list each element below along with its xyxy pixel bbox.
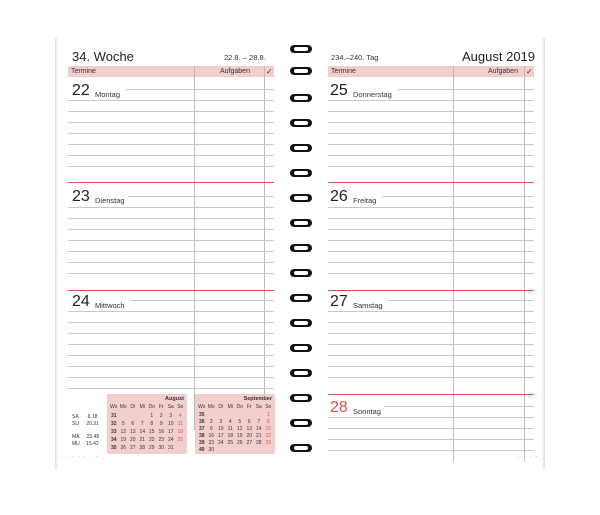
- col-di: Di: [130, 404, 136, 410]
- note-line: [384, 406, 534, 407]
- note-line: [382, 196, 534, 197]
- moonrise-info: [72, 434, 99, 440]
- header-bar-left: [68, 66, 274, 77]
- day-separator: [68, 182, 274, 183]
- day-name-wednesday: Mittwoch: [95, 301, 125, 310]
- sa-label: SA: [72, 414, 79, 420]
- note-line: [328, 251, 534, 252]
- spiral-ring: [288, 243, 314, 253]
- calendar-week-row: [197, 433, 273, 440]
- ma-label: MA: [72, 434, 80, 440]
- header-bar-right: [328, 66, 534, 77]
- day-number-wednesday: 24: [72, 293, 90, 310]
- calendar-day: [216, 412, 226, 419]
- col-wo: Wo: [198, 404, 206, 410]
- note-line: [68, 111, 274, 112]
- calendar-title: September: [243, 396, 272, 402]
- spiral-ring: [288, 218, 314, 228]
- day-separator: [328, 290, 534, 291]
- calendar-title: August: [165, 396, 184, 402]
- calendar-day: 6: [131, 421, 135, 427]
- calendar-day: 24: [167, 437, 174, 443]
- col-so: So: [177, 404, 184, 410]
- calendar-day: 18: [227, 433, 234, 439]
- note-line: [328, 229, 534, 230]
- note-line: [328, 333, 534, 334]
- su-time: 20.31: [86, 421, 99, 427]
- calendar-day: 20: [129, 437, 136, 443]
- spiral-ring: [288, 318, 314, 328]
- calendar-day: 4: [228, 419, 232, 425]
- calendar-day: 3: [169, 413, 173, 419]
- calendar-day: 15: [148, 429, 155, 435]
- note-line: [68, 144, 274, 145]
- calendar-day: [254, 412, 264, 419]
- calendar-day: 21: [139, 437, 146, 443]
- note-line: [328, 439, 534, 440]
- day-separator: [68, 290, 274, 291]
- note-line: [68, 333, 274, 334]
- note-line: [328, 377, 534, 378]
- note-line: [328, 450, 534, 451]
- calendar-day: 27: [246, 440, 253, 446]
- ma-time: 23.48: [86, 434, 100, 440]
- note-line: [68, 311, 274, 312]
- calendar-day: 16: [208, 433, 215, 439]
- calendar-day: [235, 412, 245, 419]
- calendar-day-sunday: 11: [177, 421, 183, 427]
- spiral-ring: [288, 66, 314, 76]
- day-separator: [328, 394, 534, 395]
- calendar-day: [226, 447, 236, 454]
- calendar-day: 3: [219, 419, 223, 425]
- day-name-saturday: Samstag: [353, 301, 383, 310]
- col-sa: Sa: [255, 404, 262, 410]
- check-column-divider: [524, 66, 525, 462]
- note-line: [328, 144, 534, 145]
- note-line: [68, 166, 274, 167]
- note-line: [328, 207, 534, 208]
- note-line: [68, 133, 274, 134]
- calendar-day: 14: [255, 426, 262, 432]
- aufgaben-divider: [194, 66, 195, 430]
- note-line: [328, 240, 534, 241]
- calendar-day: 5: [121, 421, 125, 427]
- calendar-day: 27: [129, 445, 136, 451]
- calendar-week-row: [109, 413, 185, 420]
- day-number-saturday: 27: [330, 293, 348, 310]
- note-line: [68, 377, 274, 378]
- note-line: [128, 196, 274, 197]
- note-line: [68, 240, 274, 241]
- note-line: [68, 344, 274, 345]
- col-mi: Mi: [227, 404, 233, 410]
- note-line: [328, 218, 534, 219]
- note-line: [328, 100, 534, 101]
- calendar-day: 21: [255, 433, 262, 439]
- note-line: [388, 300, 534, 301]
- calendar-day: 11: [227, 426, 233, 432]
- calendar-day: 17: [217, 433, 224, 439]
- calendar-day-sunday: 15: [265, 426, 272, 432]
- calendar-week-row: [109, 437, 185, 444]
- calendar-day: 22: [148, 437, 155, 443]
- calendar-day-sunday: 4: [178, 413, 182, 419]
- note-line: [68, 262, 274, 263]
- day-name-tuesday: Dienstag: [95, 196, 125, 205]
- spiral-ring: [288, 118, 314, 128]
- calendar-day-sunday: [176, 445, 186, 452]
- calendar-day: 24: [217, 440, 224, 446]
- calendar-day: 7: [140, 421, 144, 427]
- termine-label: Termine: [71, 68, 96, 75]
- sa-time: 6.18: [87, 414, 98, 420]
- calendar-day: [226, 412, 236, 419]
- page-shadow-right: [542, 38, 545, 470]
- note-line: [328, 417, 534, 418]
- calendar-day: 30: [208, 447, 215, 453]
- decorative-dots: . . . .: [518, 452, 539, 459]
- check-icon: ✓: [526, 67, 533, 76]
- calendar-day: [254, 447, 264, 454]
- calendar-day: 10: [167, 421, 174, 427]
- week-number: 35: [110, 445, 117, 451]
- termine-label: Termine: [331, 68, 356, 75]
- month-title: August 2019: [462, 49, 536, 64]
- calendar-day: 16: [158, 429, 165, 435]
- col-wo: Wo: [110, 404, 118, 410]
- su-label: SU: [72, 421, 79, 427]
- calendar-day: [245, 412, 255, 419]
- aufgaben-label: Aufgaben: [488, 68, 518, 75]
- week-number: 33: [110, 429, 117, 435]
- note-line: [68, 229, 274, 230]
- day-number-thursday: 25: [330, 82, 348, 99]
- week-number: 36: [198, 419, 205, 425]
- note-line: [328, 428, 534, 429]
- note-line: [398, 89, 534, 90]
- col-mo: Mo: [207, 404, 215, 410]
- note-line: [328, 122, 534, 123]
- note-line: [126, 89, 274, 90]
- calendar-week-row: [197, 426, 273, 433]
- calendar-day: [245, 447, 255, 454]
- day-name-monday: Montag: [95, 90, 121, 99]
- week-number: 37: [198, 426, 205, 432]
- calendar-day: [128, 413, 138, 420]
- col-mi: Mi: [139, 404, 145, 410]
- check-icon: ✓: [266, 67, 273, 76]
- spiral-ring: [288, 44, 314, 54]
- calendar-header-row: [109, 404, 185, 411]
- week-number: 34: [110, 437, 117, 443]
- calendar-header-row: [197, 404, 273, 411]
- note-line: [328, 322, 534, 323]
- note-line: [328, 166, 534, 167]
- calendar-week-row: [197, 412, 273, 419]
- moonset-info: [72, 441, 99, 447]
- calendar-day: 6: [247, 419, 251, 425]
- note-line: [328, 111, 534, 112]
- note-line: [68, 218, 274, 219]
- note-line: [328, 355, 534, 356]
- sunrise-info: [72, 414, 98, 420]
- col-do: Do: [148, 404, 155, 410]
- spiral-ring: [288, 168, 314, 178]
- col-so: So: [265, 404, 272, 410]
- spiral-ring: [288, 293, 314, 303]
- day-number-friday: 26: [330, 188, 348, 205]
- note-line: [68, 207, 274, 208]
- week-number: 31: [110, 413, 117, 419]
- calendar-day: 10: [217, 426, 224, 432]
- spiral-ring: [288, 443, 314, 453]
- date-range: 22.8. – 28.8.: [224, 53, 266, 62]
- col-fr: Fr: [158, 404, 164, 410]
- day-range: 234.–240. Tag: [331, 53, 379, 62]
- spiral-ring: [288, 143, 314, 153]
- calendar-day: [207, 412, 217, 419]
- mu-time: 15.42: [86, 441, 99, 447]
- spiral-ring: [288, 193, 314, 203]
- spiral-ring: [288, 418, 314, 428]
- mini-calendar-september: [195, 394, 275, 454]
- calendar-day: 5: [238, 419, 242, 425]
- spiral-ring: [288, 93, 314, 103]
- week-number: 32: [110, 421, 117, 427]
- calendar-day: 1: [150, 413, 154, 419]
- day-name-thursday: Donnerstag: [353, 90, 392, 99]
- day-number-monday: 22: [72, 82, 90, 99]
- left-page: [58, 38, 280, 472]
- day-name-sunday: Sonntag: [353, 407, 381, 416]
- decorative-dots: . . . . . . .: [60, 452, 99, 459]
- week-number: 39: [198, 440, 205, 446]
- calendar-day: 26: [236, 440, 243, 446]
- note-line: [130, 300, 274, 301]
- spiral-ring: [288, 343, 314, 353]
- calendar-day-sunday: 25: [177, 437, 184, 443]
- note-line: [328, 262, 534, 263]
- calendar-day: 28: [255, 440, 262, 446]
- calendar-day: [216, 447, 226, 454]
- calendar-day-sunday: [264, 447, 274, 454]
- spiral-ring: [288, 393, 314, 403]
- calendar-day: 13: [129, 429, 136, 435]
- calendar-day: 19: [120, 437, 127, 443]
- aufgaben-divider: [453, 66, 454, 462]
- calendar-day: 25: [227, 440, 234, 446]
- calendar-day-sunday: 18: [177, 429, 184, 435]
- aufgaben-label: Aufgaben: [220, 68, 250, 75]
- calendar-day: 9: [209, 426, 213, 432]
- spiral-ring: [288, 268, 314, 278]
- week-label: 34. Woche: [72, 49, 134, 64]
- calendar-day-sunday: 1: [266, 412, 270, 418]
- col-sa: Sa: [167, 404, 174, 410]
- day-name-friday: Freitag: [353, 196, 377, 205]
- mini-calendar-august: [107, 394, 187, 454]
- calendar-day: 23: [158, 437, 165, 443]
- col-do: Do: [236, 404, 243, 410]
- calendar-week-row: [197, 447, 273, 454]
- day-separator: [328, 182, 534, 183]
- mu-label: MU: [72, 441, 80, 447]
- calendar-week-row: [197, 440, 273, 447]
- calendar-day: [119, 413, 129, 420]
- calendar-day-sunday: 22: [265, 433, 272, 439]
- col-fr: Fr: [246, 404, 252, 410]
- calendar-day: 23: [208, 440, 215, 446]
- note-line: [68, 366, 274, 367]
- calendar-week-row: [109, 445, 185, 452]
- calendar-day: 12: [120, 429, 127, 435]
- note-line: [328, 344, 534, 345]
- calendar-day: 14: [139, 429, 146, 435]
- note-line: [328, 366, 534, 367]
- calendar-day: 7: [257, 419, 261, 425]
- note-line: [68, 322, 274, 323]
- calendar-week-row: [109, 421, 185, 428]
- note-line: [328, 133, 534, 134]
- calendar-day-sunday: 8: [266, 419, 270, 425]
- calendar-day-sunday: 29: [265, 440, 272, 446]
- note-line: [68, 155, 274, 156]
- calendar-day: [235, 447, 245, 454]
- calendar-week-row: [197, 419, 273, 426]
- calendar-day: 8: [150, 421, 154, 427]
- right-page: [322, 38, 542, 472]
- week-number: 35: [198, 412, 205, 418]
- calendar-day: 31: [167, 445, 174, 451]
- day-number-tuesday: 23: [72, 188, 90, 205]
- calendar-day: 29: [148, 445, 155, 451]
- note-line: [68, 355, 274, 356]
- note-line: [328, 155, 534, 156]
- week-number: 40: [198, 447, 205, 453]
- note-line: [68, 273, 274, 274]
- sunset-info: [72, 421, 99, 427]
- day-number-sunday: 28: [330, 399, 348, 416]
- note-line: [68, 388, 274, 389]
- note-line: [68, 100, 274, 101]
- calendar-day: [138, 413, 148, 420]
- note-line: [68, 251, 274, 252]
- calendar-day: 2: [209, 419, 213, 425]
- note-line: [68, 122, 274, 123]
- note-line: [328, 273, 534, 274]
- spiral-ring: [288, 368, 314, 378]
- calendar-day: 13: [246, 426, 253, 432]
- calendar-day: 20: [246, 433, 253, 439]
- calendar-day: 26: [120, 445, 127, 451]
- check-column-divider: [264, 66, 265, 430]
- calendar-day: 19: [236, 433, 243, 439]
- calendar-day: 30: [158, 445, 165, 451]
- note-line: [328, 311, 534, 312]
- week-number: 38: [198, 433, 205, 439]
- col-di: Di: [218, 404, 224, 410]
- calendar-day: 2: [159, 413, 163, 419]
- col-mo: Mo: [119, 404, 127, 410]
- calendar-day: 9: [159, 421, 163, 427]
- calendar-day: 28: [139, 445, 146, 451]
- calendar-week-row: [109, 429, 185, 436]
- calendar-day: 12: [236, 426, 243, 432]
- calendar-day: 17: [167, 429, 174, 435]
